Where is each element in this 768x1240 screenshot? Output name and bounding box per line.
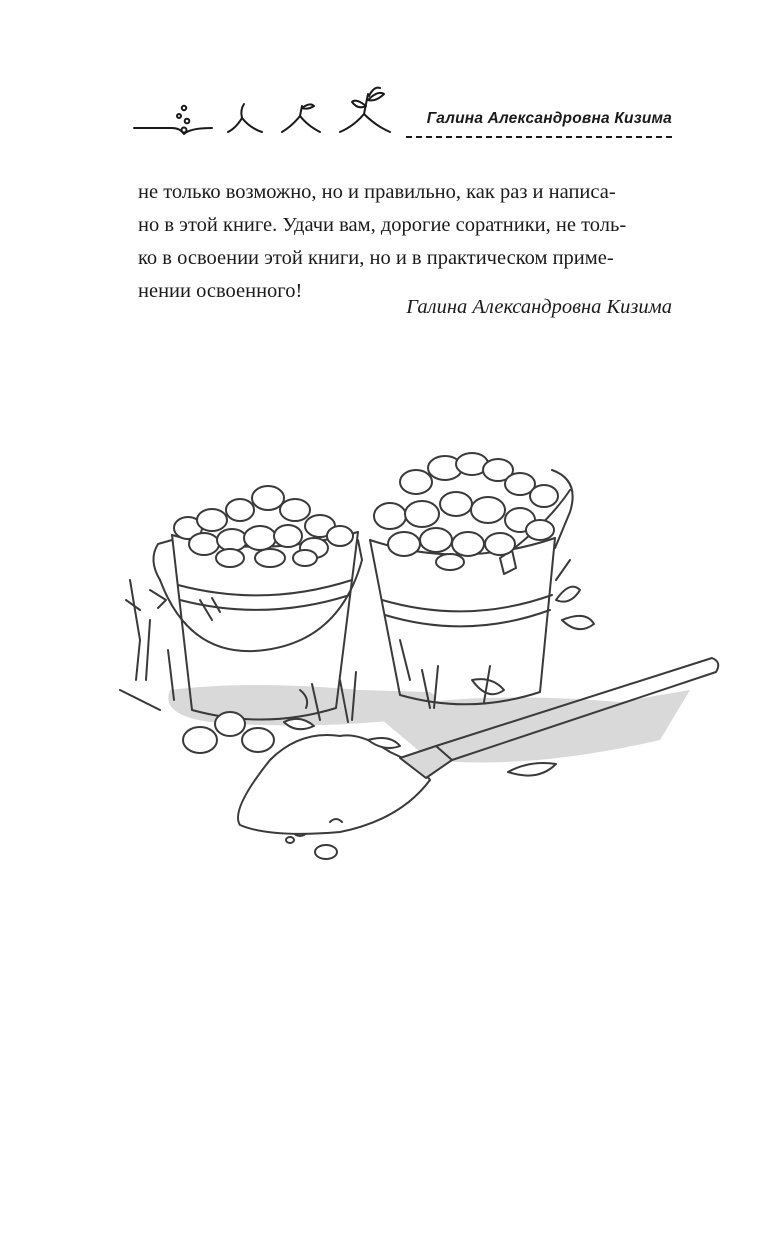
text-line: не только возможно, но и правильно, как раз и написа-: [138, 181, 616, 203]
body-paragraph: [138, 176, 672, 308]
left-bucket-potatoes: [174, 486, 353, 567]
potato-buckets-and-shovel-illustration: [100, 440, 740, 870]
sprout-growth-icon: [132, 84, 412, 148]
right-bucket-potatoes: [374, 453, 558, 570]
text-line: нении освоенного!: [138, 280, 303, 302]
text-line: но в этой книге. Удачи вам, дорогие соратники, не толь-: [138, 214, 627, 236]
running-head: Галина Александровна Кизима: [426, 110, 672, 127]
header-dashed-rule: [406, 136, 672, 138]
text-line: ко в освоении этой книги, но и в практическом приме-: [138, 247, 614, 269]
author-signature: Галина Александровна Кизима: [406, 296, 672, 318]
page-header: [132, 84, 672, 156]
